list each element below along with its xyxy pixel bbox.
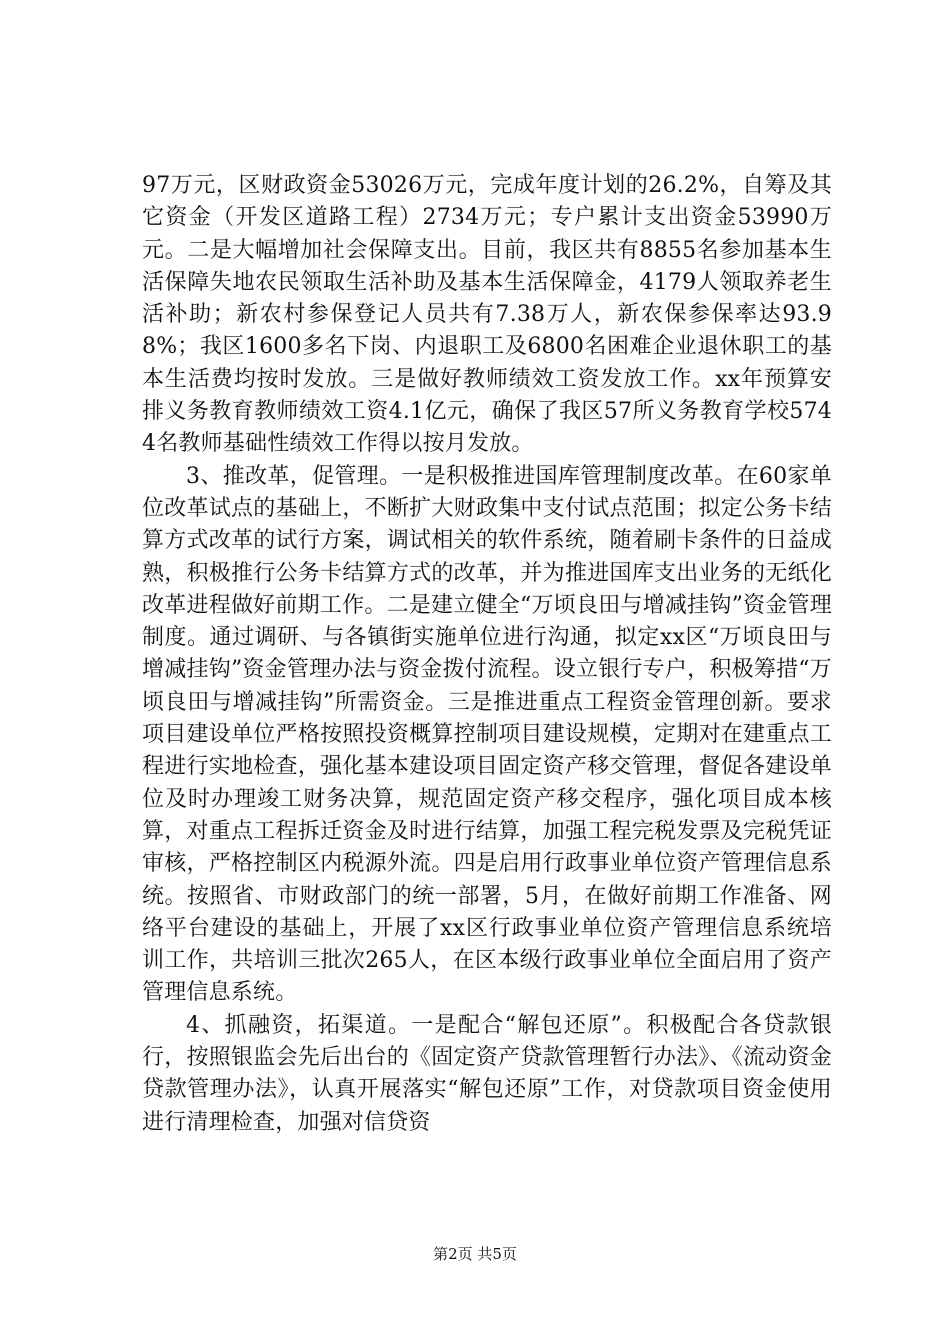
paragraph-financing-channels: 4、抓融资，拓渠道。一是配合“解包还原”。积极配合各贷款银行，按照银监会先后出台的《固定资产贷款管理暂行办法》、《流动资金贷款管理办法》，认真开展落实“解包还原”工作，对贷款项目资金使用进行清理检查，加强对信贷资 — [142, 1012, 832, 1135]
paragraph-continued: 97万元，区财政资金53026万元，完成年度计划的26.2%，自筹及其它资金（开发区道路工程）2734万元；专户累计支出资金53990万元。二是大幅增加社会保障支出。目前，我区共有8855名参加基本生活保障失地农民领取生活补助及基本生活保障金，4179人领取养老生活补助；新农村参保登记人员共有7.38万人，新农保参保率达93.98%；我区1600多名下岗、内退职工及6800名困难企业退休职工的基本生活费均按时发放。三是做好教师绩效工资发放工作。xx年预算安排义务教育教师绩效工资4.1亿元，确保了我区57所义务教育学校5744名教师基础性绩效工作得以按月发放。 — [142, 173, 832, 457]
body-text — [142, 170, 832, 1139]
paragraph-reform-management: 3、推改革，促管理。一是积极推进国库管理制度改革。在60家单位改革试点的基础上，不断扩大财政集中支付试点范围；拟定公务卡结算方式改革的试行方案，调试相关的软件系统，随着刷卡条件的日益成熟，积极推行公务卡结算方式的改革，并为推进国库支出业务的无纸化改革进程做好前期工作。二是建立健全“万顷良田与增减挂钩”资金管理制度。通过调研、与各镇街实施单位进行沟通，拟定xx区“万顷良田与增减挂钩”资金管理办法与资金拨付流程。设立银行专户，积极筹措“万顷良田与增减挂钩”所需资金。三是推进重点工程资金管理创新。要求项目建设单位严格按照投资概算控制项目建设规模，定期对在建重点工程进行实地检查，强化基本建设项目固定资产移交管理，督促各建设单位及时办理竣工财务决算，规范固定资产移交程序，强化项目成本核算，对重点工程拆迁资金及时进行结算，加强工程完税发票及完税凭证审核，严格控制区内税源外流。四是启用行政事业单位资产管理信息系统。按照省、市财政部门的统一部署，5月，在做好前期工作准备、网络平台建设的基础上，开展了xx区行政事业单位资产管理信息系统培训工作，共培训三批次265人，在区本级行政事业单位全面启用了资产管理信息系统。 — [142, 463, 832, 1006]
page-footer: 第2页 共5页 — [433, 1245, 517, 1263]
